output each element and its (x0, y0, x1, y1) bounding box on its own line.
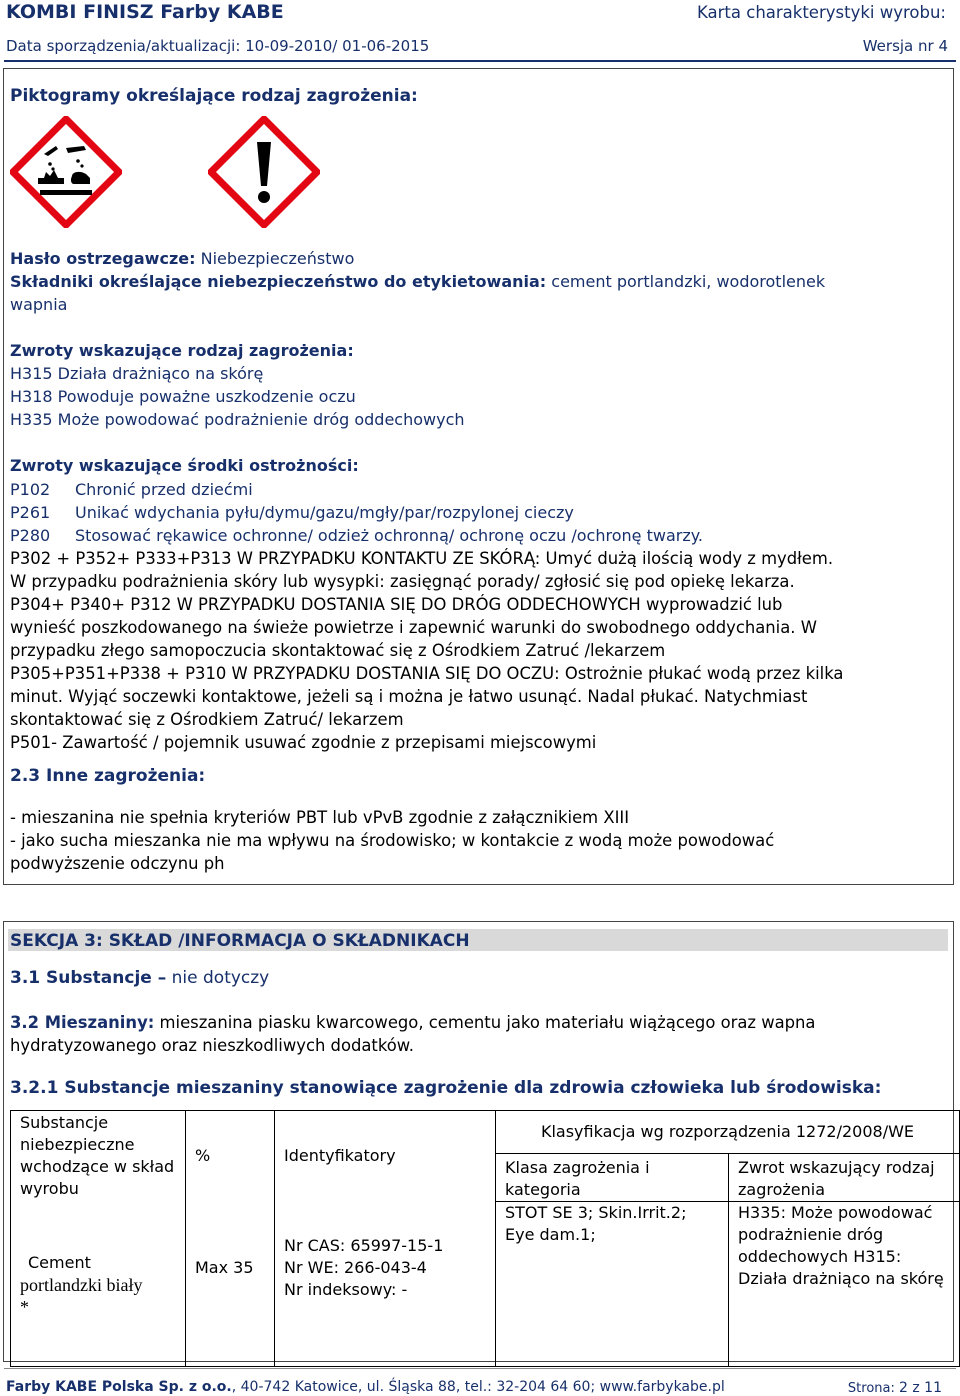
header-percent: % (195, 1146, 211, 1165)
section-3-title: SEKCJA 3: SKŁAD /INFORMACJA O SKŁADNIKACH (10, 931, 470, 951)
precaution-code: P261 (10, 503, 51, 522)
precaution-heading: Zwroty wskazujące środki ostrożności: (10, 456, 359, 475)
substance-name (20, 1252, 176, 1318)
header-identifiers: Identyfikatory (284, 1146, 396, 1165)
table-cell (496, 1154, 729, 1367)
components-label: Składniki określające niebezpieczeństwo do etykietowania: (10, 272, 547, 291)
signal-word-value: Niebezpieczeństwo (195, 249, 355, 268)
mixtures-value-cont: hydratyzowanego oraz nieszkodliwych dodatków. (10, 1036, 414, 1055)
document-header-title: KOMBI FINISZ Farby KABE (6, 1, 284, 23)
precaution-line: W przypadku podrażnienia skóry lub wysypki: zasięgnąć porady/ zgłosić się pod opiekę lekarza. (10, 572, 795, 591)
footer-company (6, 1379, 725, 1395)
table-cell (275, 1111, 496, 1367)
table-header-row (11, 1111, 960, 1154)
header-class-category: Klasa zagrożenia i kategoria (505, 1158, 650, 1199)
document-version: Wersja nr 4 (862, 37, 948, 55)
signal-word-label: Hasło ostrzegawcze: (10, 249, 196, 268)
substances-label: 3.1 Substancje – (10, 968, 167, 988)
footer-page-label: Strona: (847, 1381, 895, 1396)
hazard-statement: H335 Może powodować podrażnienie dróg oddechowych (10, 410, 465, 429)
we-number: Nr WE: 266-043-4 (284, 1258, 427, 1277)
mixtures-line (10, 1013, 815, 1033)
pictograms-heading: Piktogramy określające rodzaj zagrożenia: (10, 86, 418, 106)
document-date: Data sporządzenia/aktualizacji: 10-09-2010/ 01-06-2015 (6, 37, 430, 55)
header-classification: Klasyfikacja wg rozporządzenia 1272/2008/WE (496, 1111, 960, 1154)
footer-company-name: Farby KABE Polska Sp. z o.o. (6, 1379, 232, 1395)
other-hazards-heading: 2.3 Inne zagrożenia: (10, 766, 206, 786)
cas-number: Nr CAS: 65997-15-1 (284, 1236, 444, 1255)
hazardous-substances-heading: 3.2.1 Substancje mieszaniny stanowiące zagrożenie dla zdrowia człowieka lub środowiska: (10, 1078, 882, 1098)
class-values: STOT SE 3; Skin.Irrit.2; Eye dam.1; (496, 1201, 728, 1246)
components-value: cement portlandzki, wodorotlenek (546, 272, 826, 291)
precaution-line: skontaktować się z Ośrodkiem Zatruć/ lekarzem (10, 710, 404, 729)
precaution-line: P302 + P352+ P333+P313 W PRZYPADKU KONTAKTU ZE SKÓRĄ: Umyć dużą ilością wody z mydłem. (10, 549, 834, 568)
components-value-cont: wapnia (10, 295, 68, 314)
mixtures-label: 3.2 Mieszaniny: (10, 1013, 155, 1032)
precaution-line: przypadku złego samopoczucia skontaktować się z Ośrodkiem Zatruć /lekarzem (10, 641, 666, 660)
header-substance: Substancje niebezpieczne wchodzące w skład wyrobu (20, 1113, 175, 1198)
document-type: Karta charakterystyki wyrobu: (697, 3, 946, 22)
footer-page-number: 2 z 11 (899, 1380, 942, 1396)
precaution-text: Chronić przed dziećmi (75, 480, 253, 499)
substance-name-line: portlandzki biały (20, 1275, 143, 1295)
precaution-line: wynieść poszkodowanego na świeże powietrze i zapewnić warunki do swobodnego oddychania. W (10, 618, 817, 637)
other-hazard-line: - mieszanina nie spełnia kryteriów PBT lub vPvB zgodnie z załącznikiem XIII (10, 808, 630, 827)
footer-page (848, 1380, 942, 1396)
composition-table (10, 1110, 960, 1367)
substance-name-line: Cement (28, 1253, 91, 1272)
hazard-statements-heading: Zwroty wskazujące rodzaj zagrożenia: (10, 341, 354, 360)
precaution-code: P280 (10, 526, 51, 545)
header-phrase: Zwrot wskazujący rodzaj zagrożenia (738, 1158, 935, 1199)
hazard-statement: H315 Działa drażniąco na skórę (10, 364, 264, 383)
table-cell (186, 1111, 275, 1367)
footer-address: , 40-742 Katowice, ul. Śląska 88, tel.: 32-204 64 60; www.farbykabe.pl (231, 1379, 725, 1395)
components-line (10, 272, 825, 292)
mixtures-value: mieszanina piasku kwarcowego, cementu jako materiału wiążącego oraz wapna (154, 1013, 816, 1032)
precaution-line: P304+ P340+ P312 W PRZYPADKU DOSTANIA SIĘ DO DRÓG ODDECHOWYCH wyprowadzić lub (10, 595, 783, 614)
precaution-line: P305+P351+P338 + P310 W PRZYPADKU DOSTANIA SIĘ DO OCZU: Ostrożnie płukać wodą przez kilka (10, 664, 844, 683)
signal-word-line (10, 249, 354, 269)
phrase-values: H335: Może powodować podrażnienie dróg oddechowych H315: Działa drażniąco na skórę (729, 1201, 959, 1290)
precaution-code: P102 (10, 480, 51, 499)
substances-value: nie dotyczy (166, 968, 270, 988)
header-divider (4, 60, 956, 62)
index-number: Nr indeksowy: - (284, 1280, 408, 1299)
substance-name-line: * (20, 1297, 29, 1317)
other-hazard-line: - jako sucha mieszanka nie ma wpływu na środowisko; w kontakcie z wodą może powodować (10, 831, 775, 850)
table-cell (11, 1111, 186, 1367)
corrosion-icon (10, 116, 122, 228)
table-cell (729, 1154, 960, 1367)
exclamation-icon (208, 116, 320, 228)
footer-divider (4, 1368, 956, 1369)
precaution-line: P501- Zawartość / pojemnik usuwać zgodnie z przepisami miejscowymi (10, 733, 597, 752)
percent-value: Max 35 (195, 1258, 254, 1277)
precaution-text: Stosować rękawice ochronne/ odzież ochronną/ ochronę oczu /ochronę twarzy. (75, 526, 703, 545)
substances-line (10, 968, 269, 988)
precaution-text: Unikać wdychania pyłu/dymu/gazu/mgły/par/rozpylonej cieczy (75, 503, 574, 522)
other-hazard-line: podwyższenie odczynu ph (10, 854, 225, 873)
hazards-section-box (3, 68, 954, 885)
hazard-statement: H318 Powoduje poważne uszkodzenie oczu (10, 387, 356, 406)
precaution-line: minut. Wyjąć soczewki kontaktowe, jeżeli są i można je łatwo usunąć. Nadal płukać. Natychmiast (10, 687, 808, 706)
